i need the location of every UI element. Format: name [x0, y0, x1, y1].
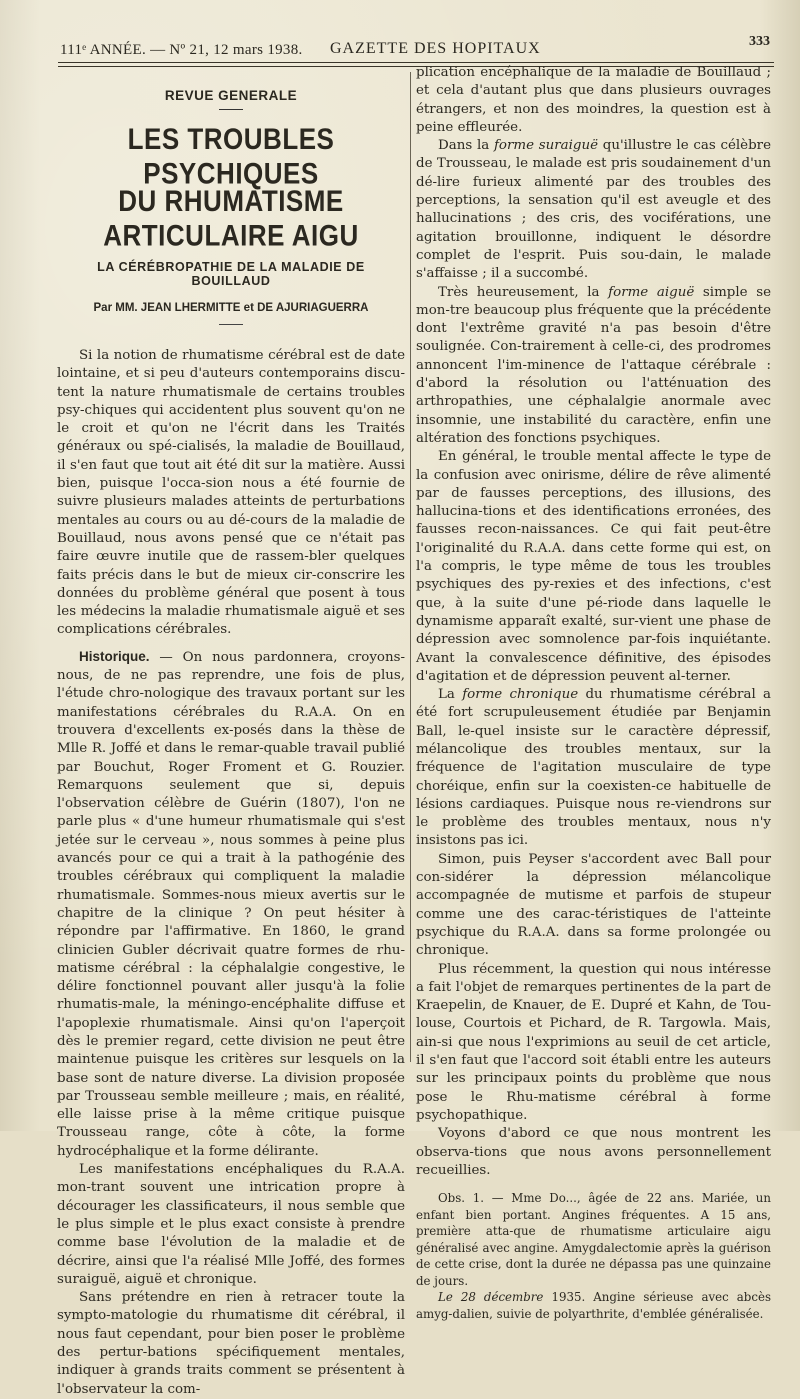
forme-aigue-paragraph	[416, 284, 771, 449]
forme-suraigue-paragraph	[416, 137, 771, 283]
column-divider	[410, 72, 411, 1062]
issue-info: 111ᵉ ANNÉE. — Nº 21, 12 mars 1938.	[60, 42, 303, 58]
observation-1-date	[416, 1289, 771, 1322]
historique-paragraph	[57, 648, 405, 1161]
journal-title: GAZETTE DES HOPITAUX	[330, 40, 541, 57]
page-number: 333	[749, 34, 770, 49]
continued-paragraph: plication encéphalique de la maladie de Bouillaud ; et cela d'autant plus que dans plusieurs ouvrages étrangers, et non des moindres, la question est à peine effleurée.	[416, 65, 771, 135]
p5-rest: du rhumatisme cérébral a été fort scrupuleusement étudiée par Benjamin Ball, le-quel insiste sur le caractère dépressif, mélancolique des troubles mentaux, sur la fréquence de l'agitation musculaire de type choréique, enfin sur la coexisten-ce habituelle de lésions cardiaques. Puisque nous re-viendrons sur le problème des troubles mentaux, nous n'y insistons pas ici.	[416, 687, 772, 849]
intro-paragraph: Si la notion de rhumatisme cérébral est de date lointaine, et si peu d'auteurs contemporains discu-tent la nature rhumatismale de certains troubles psy-chiques qui accidentent plus souvent qu'on ne le croit et qu'on ne l'écrit dans les Traités généraux ou spé-cialisés, la maladie de Bouillaud, il s'en faut que tout ait été dit sur la matière. Aussi bien, puisque l'occa-sion nous a été fournie de suivre plusieurs malades atteints de perturbations mentales au cours ou au dé-cours de la maladie de Bouillaud, nous avons pensé que ce n'était pas faire œuvre inutile que de rassem-bler quelques faits précis dans le but de mieux cir-conscrire les données du problème général que posent à tous les médecins la maladie rhumatismale aiguë et ses complications cérébrales.	[57, 348, 405, 638]
header-rule-top	[58, 62, 774, 63]
p3-rest: simple se mon-tre beaucoup plus fréquente que la précédente dont l'extrême gravité n'a pas besoin d'être soulignée. Con-trairement à celle-ci, des prodromes annoncent l'im-minence de l'attaque cérébrale : d'abord la résolution ou l'atténuation des arthropathies, une céphalalgie anormale avec insomnie, une instabilité du caractère, enfin une altération des fonctions psychiques.	[416, 284, 772, 446]
simon-peyser-paragraph: Simon, puis Peyser s'accordent avec Ball pour con-sidérer la dépression mélancolique accompagnée de mutisme et parfois de stupeur comme une des carac-téristiques de l'atteinte psychique du R.A.A. dans sa forme prolongée ou chronique.	[416, 851, 771, 959]
p5-start: La	[438, 687, 463, 703]
p2-emphasis: forme suraiguë	[493, 138, 599, 154]
page-header	[60, 34, 770, 62]
obs-date-emphasis: Le 28 décembre	[438, 1290, 544, 1305]
left-column	[57, 80, 405, 1399]
article-subtitle: LA CÉRÉBROPATHIE DE LA MALADIE DE BOUILLAUD	[97, 260, 365, 288]
plus-recemment-paragraph: Plus récemment, la question qui nous intéresse a fait l'objet de remarques pertinentes de la part de Kraepelin, de Knauer, de E. Dupré et Kahn, de Tou-louse, Courtois et Pichard, de R. Targowla. Mais, ain-si que nous l'exprimions au seuil de cet article, il s'en faut que l'accord soit établi entre les auteurs sur les principaux points du problème que nous pose le Rhu-matisme cérébral à forme psychopathique.	[416, 961, 771, 1123]
en-general-paragraph: En général, le trouble mental affecte le type de la confusion avec onirisme, délire de rêve alimenté par de fausses perceptions, des illusions, des hallucina-tions et des identifications erronées, des fausses recon-naissances. Ce qui fait peut-être l'originalité du R.A.A. dans cette forme qui est, on l'a compris, le type même de tous les troubles psychiques des py-rexies et des infections, c'est que, à la suite d'une pé-riode dans laquelle le dynamisme apparaît exalté, sur-vient une phase de dépression avec somnolence par-fois inquiétante. Avant la convalescence définitive, des épisodes d'agitation et de dépression peuvent al-terner.	[416, 449, 771, 684]
article-title-line2: DU RHUMATISME ARTICULAIRE AIGU	[103, 183, 359, 253]
p5-emphasis: forme chronique	[462, 687, 579, 703]
historique-text: — On nous pardonnera, croyons-nous, de ne pas reprendre, une fois de plus, l'étude chro-nologique des travaux portant sur les manifestations cérébrales du R.A.A. On en trouvera d'excellents ex-posés dans la thèse de Mlle R. Joffé et dans le remar-quable travail publié par Bouchut, Roger Froment et G. Rouzier. Remarquons seulement que si, depuis l'observation célèbre de Guérin (1807), l'on ne parle plus « d'une humeur rhumatismale qui s'est jetée sur le cerveau », nous sommes à peine plus avancés pour ce qui a trait à la pathogénie des troubles cérébraux qui compliquent la maladie rhumatismale. Sommes-nous mieux avertis sur le chapitre de la clinique ? On peut hésiter à répondre par l'affirmative. En 1860, le grand clinicien Gubler décrivait quatre formes de rhu-matisme cérébral : la céphalalgie congestive, le délire fonctionnel pouvant aller jusqu'à la folie rhumatis-male, la méningo-encéphalite diffuse et l'apoplexie rhumatismale. Ainsi qu'on l'aperçoit dès le premier regard, cette division ne peut être maintenue puisque les critères sur lesquels on la base sont de nature diverse. La division proposée par Trousseau semble meilleure ; mais, en réalité, elle laisse prise à la même critique puisque Trousseau range, côte à côte, la forme hydrocéphalique et la forme délirante.	[57, 649, 405, 1159]
obs-date-rest: 1935. Angine sérieuse avec abcès amyg-dalien, suivie de polyarthrite, d'emblée généralisée.	[416, 1290, 771, 1321]
right-column	[416, 64, 771, 1322]
section-dash	[219, 109, 243, 110]
observation-1: Obs. 1. — Mme Do..., âgée de 22 ans. Mariée, un enfant bien portant. Angines fréquentes. A 15 ans, première atta-que de rhumatisme articulaire aigu généralisé avec angine. Amygdalectomie après la guérison de cette crise, dont la durée ne dépassa pas une quinzaine de jours.	[416, 1191, 771, 1288]
p2-start: Dans la	[438, 138, 494, 154]
forme-chronique-paragraph	[416, 686, 771, 851]
historique-lead: Historique.	[79, 648, 150, 664]
article-title-line1: LES TROUBLES PSYCHIQUES	[127, 121, 335, 191]
manifestations-paragraph: Les manifestations encéphaliques du R.A.A. mon-trant souvent une intrication propre à décourager les classificateurs, il nous semble que le plus simple et le plus exact consiste à prendre comme base l'évolution de la maladie et de décrire, ainsi que l'a réalisé Mlle Joffé, des formes suraiguë, aiguë et chronique.	[57, 1162, 405, 1287]
section-heading: REVUE GENERALE	[164, 88, 298, 103]
article-authors: Par MM. JEAN LHERMITTE et DE AJURIAGUERRA	[93, 302, 369, 314]
voyons-paragraph: Voyons d'abord ce que nous montrent les observa-tions que nous avons personnellement recueillies.	[416, 1126, 771, 1178]
sans-pretendre-paragraph: Sans prétendre en rien à retracer toute la sympto-matologie du rhumatisme dit cérébral, il nous faut cependant, pour bien poser le problème des pertur-bations spécifiquement mentales, indiquer à grands traits comment se présentent à l'observateur la com-	[57, 1290, 405, 1397]
p2-rest: qu'illustre le cas célèbre de Trousseau, le malade est pris soudainement d'un dé-lire furieux alimenté par des troubles des perceptions, la sensation qu'il est aveugle et des hallucinations ; des cris, des vociférations, une agitation brouillonne, indiquent le désordre complet de l'esprit. Puis sou-dain, le malade s'affaisse ; il a succombé.	[416, 138, 771, 282]
p3-emphasis: forme aiguë	[608, 284, 695, 300]
p3-start: Très heureusement, la	[438, 284, 609, 300]
